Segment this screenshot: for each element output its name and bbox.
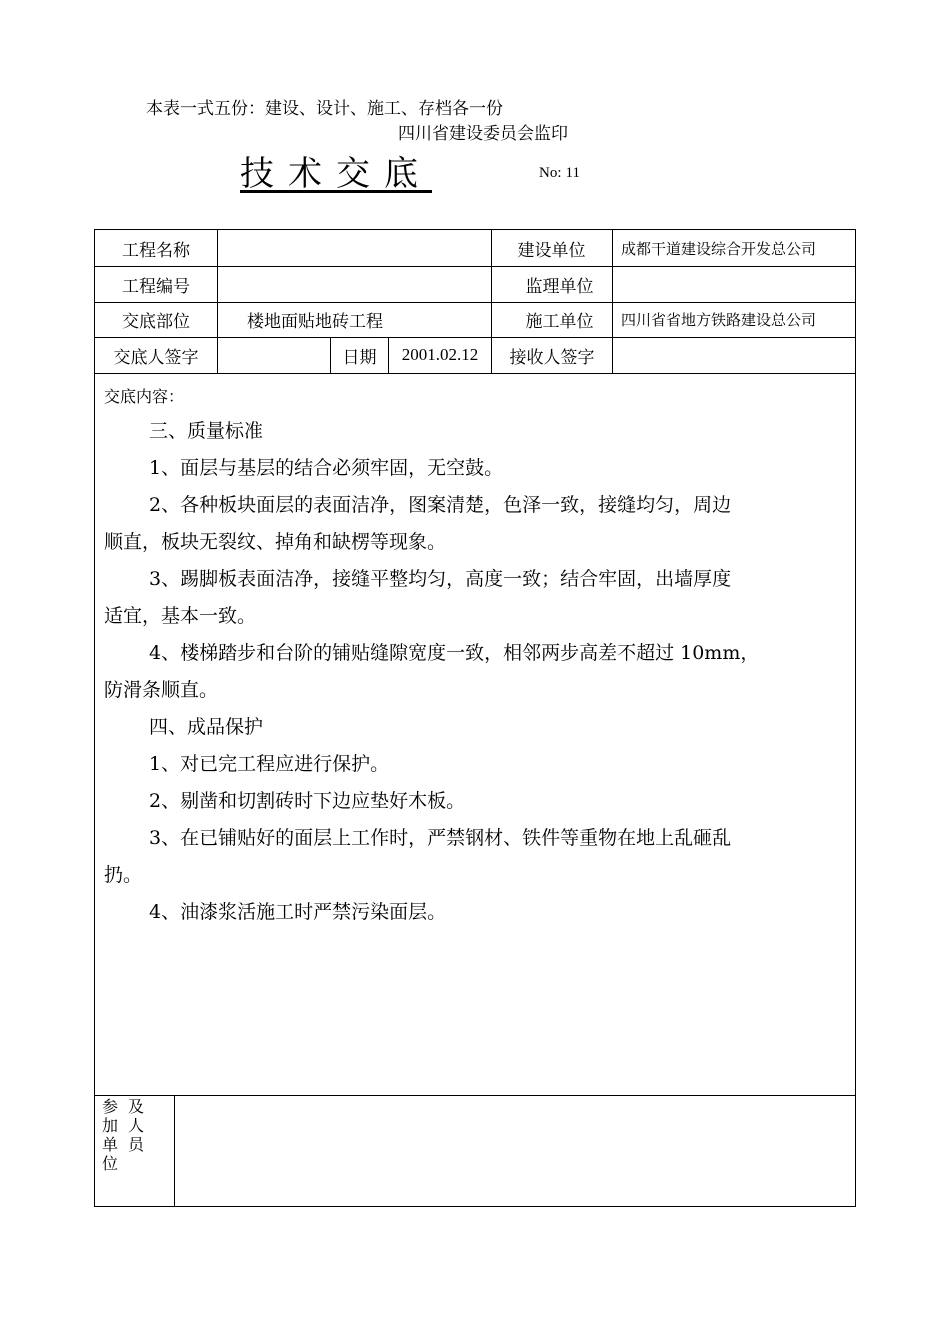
location-value: 楼地面贴地砖工程 — [247, 312, 383, 332]
content-line: 适宜，基本一致。 — [104, 605, 257, 627]
date-label: 日期 — [342, 347, 377, 368]
presenter-sign-label: 交底人签字 — [113, 347, 199, 368]
participants-char: 参 — [102, 1097, 119, 1116]
project-no-label: 工程编号 — [122, 276, 190, 297]
participants-label — [102, 1097, 158, 1173]
contractor-label: 施工单位 — [525, 312, 594, 332]
document-number — [539, 165, 580, 182]
content-line: 1、面层与基层的结合必须牢固，无空鼓。 — [149, 457, 504, 479]
project-name-field — [225, 230, 485, 266]
contractor-value: 四川省省地方铁路建设总公司 — [621, 311, 817, 329]
page-title: 技术交底 — [240, 154, 432, 194]
participants-char: 单 — [102, 1135, 119, 1154]
content-line: 扔。 — [104, 864, 143, 886]
project-no-field — [225, 266, 485, 302]
copies-note: 本表一式五份：建设、设计、施工、存档各一份 — [146, 99, 503, 119]
content-line: 顺直，板块无裂纹、掉角和缺楞等现象。 — [104, 531, 447, 553]
client-label: 建设单位 — [517, 240, 586, 261]
participants-field — [176, 1097, 852, 1205]
date-value: 2001.02.12 — [401, 345, 479, 364]
content-line: 三、质量标准 — [149, 420, 264, 442]
content-line: 4、油漆浆活施工时严禁污染面层。 — [149, 901, 447, 923]
location-label: 交底部位 — [122, 312, 190, 332]
content-line: 2、各种板块面层的表面洁净，图案清楚，色泽一致，接缝均匀，周边 — [149, 494, 732, 516]
content-label: 交底内容： — [104, 387, 185, 406]
content-line: 3、踢脚板表面洁净，接缝平整均匀，高度一致；结合牢固，出墙厚度 — [149, 568, 732, 590]
document-number-value: 11 — [565, 165, 580, 181]
participants-char: 加 — [102, 1116, 119, 1135]
content-line: 1、对已完工程应进行保护。 — [149, 753, 390, 775]
content-line: 防滑条顺直。 — [104, 679, 219, 701]
supervisor-value — [621, 266, 855, 302]
content-line: 四、成品保护 — [149, 716, 264, 738]
receiver-sign-label: 接收人签字 — [509, 347, 595, 368]
issuer-note: 四川省建设委员会监印 — [398, 124, 568, 144]
supervisor-label: 监理单位 — [525, 276, 594, 297]
participants-char: 员 — [128, 1135, 145, 1154]
content-lines — [104, 413, 834, 931]
participants-char: 位 — [102, 1154, 119, 1173]
participants-char: 及 — [128, 1097, 145, 1116]
content-line: 4、楼梯踏步和台阶的铺贴缝隙宽度一致，相邻两步高差不超过 10mm， — [149, 642, 760, 664]
presenter-sign-field — [218, 337, 330, 373]
receiver-sign-field — [613, 337, 855, 373]
disclosure-content — [104, 384, 834, 931]
content-line: 2、剔凿和切割砖时下边应垫好木板。 — [149, 790, 466, 812]
document-number-label: No: — [539, 165, 562, 181]
participants-char: 人 — [128, 1116, 145, 1135]
project-name-label: 工程名称 — [122, 240, 190, 261]
client-value: 成都干道建设综合开发总公司 — [621, 239, 817, 258]
content-line: 3、在已铺贴好的面层上工作时，严禁钢材、铁件等重物在地上乱砸乱 — [149, 827, 732, 849]
